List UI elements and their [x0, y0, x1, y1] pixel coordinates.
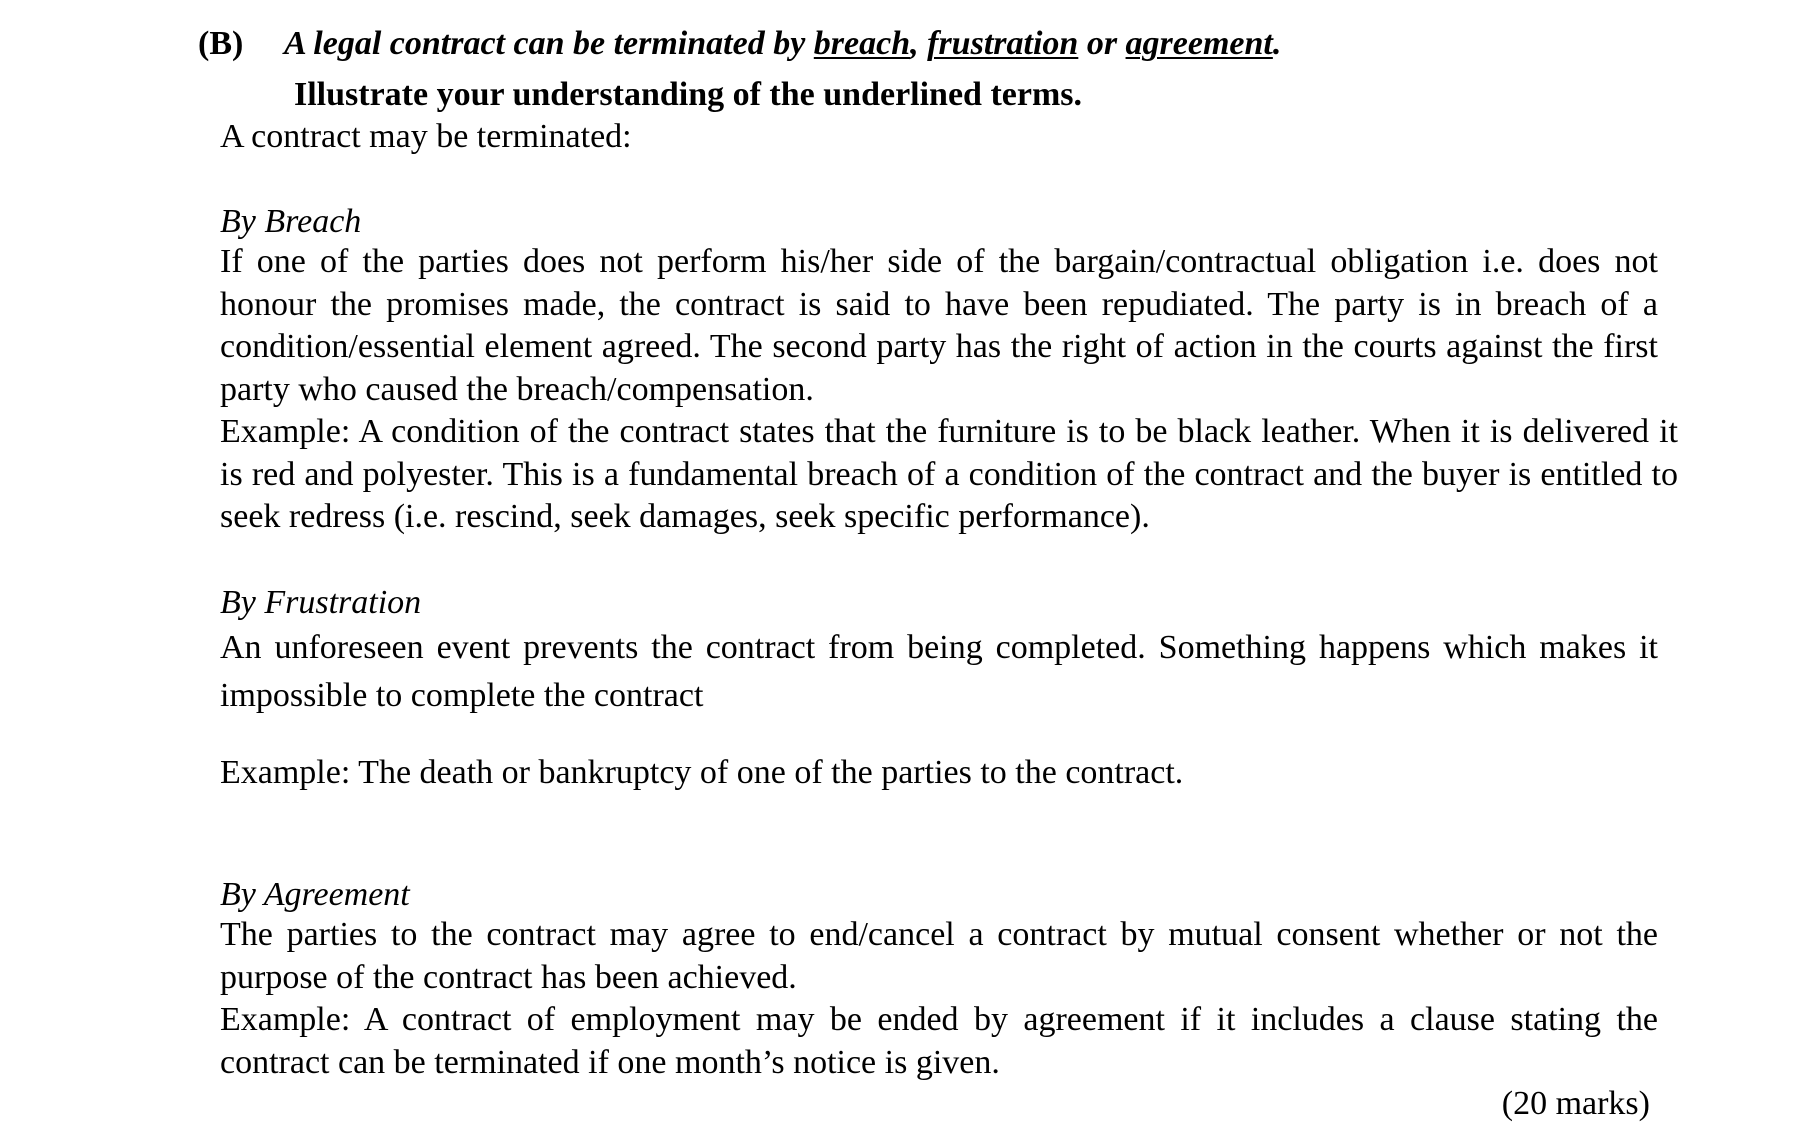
question-label: (B)	[198, 25, 244, 62]
question-stem-end: .	[1272, 25, 1282, 62]
breach-paragraph: If one of the parties does not perform his/her side of the bargain/contractual obligation i.e. does not honour the promises made, the contract is said to have been repudiated. The party is in breach of a condition/essential element agreed. The second party has the right of action in the courts against the first party who caused the breach/compensation.	[220, 243, 1658, 408]
breach-example: Example: A condition of the contract states that the furniture is to be black leather. When it is delivered it is red and polyester. This is a fundamental breach of a condition of the contract and the buyer is entitled to seek redress (i.e. rescind, seek damages, seek specific performance).	[220, 413, 1678, 535]
question-stem	[284, 25, 1281, 62]
term-breach: breach	[813, 25, 911, 62]
question-stem-prefix: A legal contract can be terminated by	[284, 25, 814, 62]
intro-text: A contract may be terminated:	[220, 118, 632, 155]
agreement-paragraph: The parties to the contract may agree to end/cancel a contract by mutual consent whether or not the purpose of the contract has been achieved.	[220, 916, 1658, 996]
term-frustration: frustration	[927, 25, 1079, 62]
agreement-example: Example: A contract of employment may be ended by agreement if it includes a clause stating the contract can be terminated if one month’s notice is given.	[220, 1001, 1658, 1081]
heading-frustration: By Frustration	[220, 584, 422, 621]
question-sep-1: ,	[910, 25, 928, 62]
term-agreement: agreement	[1125, 25, 1273, 62]
question-sep-2: or	[1078, 25, 1126, 62]
question-line	[198, 20, 1281, 68]
heading-breach: By Breach	[220, 203, 362, 240]
question-instruction: Illustrate your understanding of the underlined terms.	[294, 76, 1083, 113]
marks-label: (20 marks)	[1501, 1085, 1650, 1122]
frustration-example: Example: The death or bankruptcy of one of the parties to the contract.	[220, 754, 1184, 791]
frustration-paragraph: An unforeseen event prevents the contract from being completed. Something happens which makes it impossible to complete the contract	[220, 629, 1658, 714]
heading-agreement: By Agreement	[220, 876, 410, 913]
